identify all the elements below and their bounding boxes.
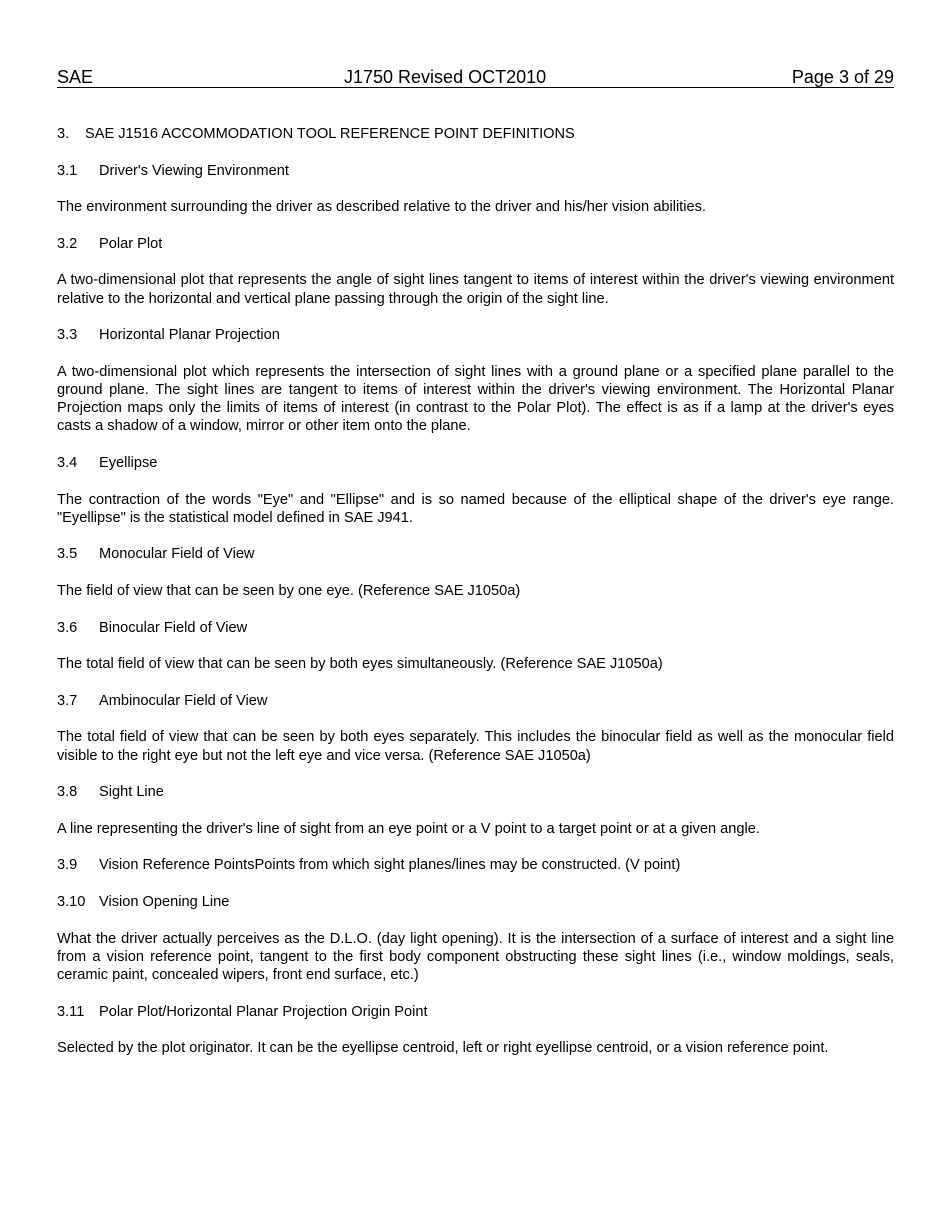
page-header bbox=[57, 67, 894, 88]
subsection-heading-3-5 bbox=[57, 545, 894, 563]
header-document-id: J1750 Revised OCT2010 bbox=[344, 67, 547, 87]
section-number: 3. bbox=[57, 126, 70, 142]
subsection-heading-3-4 bbox=[57, 454, 894, 472]
subsection-title: Polar Plot bbox=[99, 235, 163, 252]
subsection-title: Sight Line bbox=[99, 784, 164, 801]
definition-paragraph: The environment surrounding the driver as described relative to the driver and his/her vision abilities. bbox=[57, 199, 706, 216]
header-org: SAE bbox=[57, 67, 94, 87]
subsection-number: 3.9 bbox=[57, 857, 78, 874]
subsection-heading-3-11 bbox=[57, 1003, 894, 1021]
subsection-title: Monocular Field of View bbox=[99, 546, 255, 563]
definition-paragraph: The total field of view that can be seen by both eyes simultaneously. (Reference SAE J1050a) bbox=[57, 656, 663, 673]
subsection-number: 3.5 bbox=[57, 546, 78, 563]
definition-paragraph: A line representing the driver's line of sight from an eye point or a V point to a target point or at a given angle. bbox=[57, 820, 760, 837]
subsection-heading-3-8 bbox=[57, 783, 894, 801]
definition-paragraph: A two-dimensional plot that represents the angle of sight lines tangent to items of interest within the driver's viewing environment relative to the horizontal and vertical plane passing through the origin of the sight line. bbox=[57, 272, 894, 307]
subsection-number: 3.10 bbox=[57, 893, 86, 910]
subsection-heading-3-2 bbox=[57, 235, 894, 253]
definition-paragraph: The total field of view that can be seen by both eyes separately. This includes the binocular field as well as the monocular field visible to the right eye but not the left eye and vice versa. (Reference SAE J1050a) bbox=[57, 729, 894, 764]
section-title: SAE J1516 ACCOMMODATION TOOL REFERENCE POINT DEFINITIONS bbox=[85, 126, 575, 142]
subsection-number: 3.8 bbox=[57, 784, 78, 801]
subsection-heading-3-10 bbox=[57, 893, 894, 911]
subsection-number: 3.2 bbox=[57, 235, 78, 252]
subsection-title: Horizontal Planar Projection bbox=[99, 327, 280, 344]
subsection-heading-3-1 bbox=[57, 162, 894, 180]
subsection-number: 3.11 bbox=[57, 1003, 85, 1020]
definition-paragraph: A two-dimensional plot which represents the intersection of sight lines with a ground plane or a specified plane parallel to the ground plane. The sight lines are tangent to items of interest within the driver's viewing environment. The Horizontal Planar Projection maps only the limits of items of interest (in contrast to the Polar Plot). The effect is as if a lamp at the driver's eyes casts a shadow of a window, mirror or other item onto the plane. bbox=[57, 363, 894, 435]
subsection-title: Eyellipse bbox=[99, 454, 158, 471]
subsection-heading-3-3 bbox=[57, 326, 894, 344]
document-body bbox=[57, 125, 894, 1076]
subsection-number: 3.1 bbox=[57, 162, 78, 179]
subsection-title: Driver's Viewing Environment bbox=[99, 162, 289, 179]
subsection-number: 3.6 bbox=[57, 619, 78, 636]
definition-paragraph: What the driver actually perceives as the D.L.O. (day light opening). It is the intersection of a surface of interest and a sight line from a vision reference point, tangent to the first body component obstructing these sight lines (i.e., window moldings, seals, ceramic paint, concealed wipers, front end surface, etc.) bbox=[57, 930, 894, 983]
subsection-heading-3-7 bbox=[57, 692, 894, 710]
definition-paragraph: Selected by the plot originator. It can be the eyellipse centroid, left or right eyellipse centroid, or a vision reference point. bbox=[57, 1040, 829, 1057]
subsection-title: Ambinocular Field of View bbox=[99, 692, 268, 709]
subsection-title: Binocular Field of View bbox=[99, 619, 248, 636]
subsection-title: Vision Opening Line bbox=[99, 893, 230, 910]
definition-paragraph: The field of view that can be seen by one eye. (Reference SAE J1050a) bbox=[57, 582, 521, 599]
subsection-heading-3-9 bbox=[57, 856, 894, 874]
subsection-number: 3.4 bbox=[57, 454, 78, 471]
subsection-number: 3.7 bbox=[57, 692, 78, 709]
subsection-title: Vision Reference PointsPoints from which sight planes/lines may be constructed. (V point) bbox=[99, 857, 681, 874]
subsection-heading-3-6 bbox=[57, 619, 894, 637]
subsection-title: Polar Plot/Horizontal Planar Projection Origin Point bbox=[99, 1003, 428, 1020]
subsection-number: 3.3 bbox=[57, 327, 78, 344]
section-heading bbox=[57, 125, 894, 143]
header-page-number: Page 3 of 29 bbox=[791, 67, 894, 87]
definition-paragraph: The contraction of the words "Eye" and "Ellipse" and is so named because of the elliptical shape of the driver's eye range. "Eyellipse" is the statistical model defined in SAE J941. bbox=[57, 491, 894, 526]
